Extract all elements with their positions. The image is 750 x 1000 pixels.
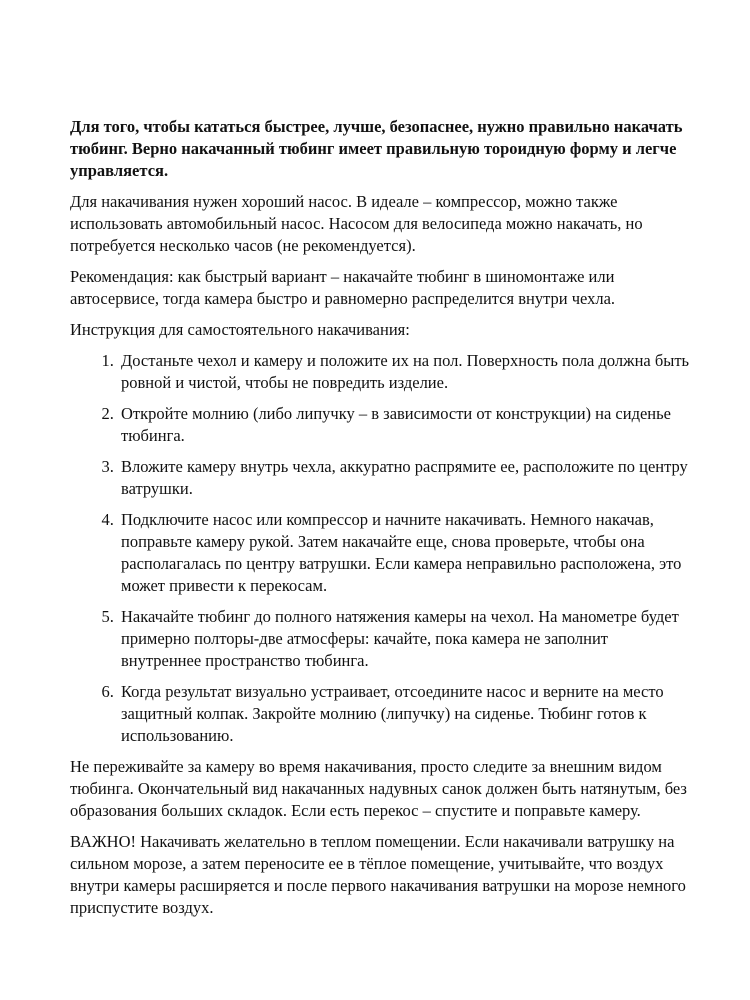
important-warning-paragraph: ВАЖНО! Накачивать желательно в теплом помещении. Если накачивали ватрушку на сильном морозе, а затем переносите ее в тёплое помещение, учитывайте, что воздух внутри камеры расширяется и после первого накачивания ватрушки на морозе немного приспустите воздух. bbox=[70, 832, 686, 917]
pump-advice-paragraph: Для накачивания нужен хороший насос. В идеале – компрессор, можно также использовать автомобильный насос. Насосом для велосипеда можно накачать, но потребуется несколько часов (не рекомендуется). bbox=[70, 192, 643, 255]
list-item-step-5: 5. Накачайте тюбинг до полного натяжения камеры на чехол. На манометре будет примерно полторы-две атмосферы: качайте, пока камера не заполнит внутреннее пространство тюбинга. bbox=[118, 606, 690, 672]
list-item-step-1: 1. Достаньте чехол и камеру и положите их на пол. Поверхность пола должна быть ровной и чистой, чтобы не повредить изделие. bbox=[118, 350, 690, 394]
list-item-step-2: 2. Откройте молнию (либо липучку – в зависимости от конструкции) на сиденье тюбинга. bbox=[118, 403, 690, 447]
camera-note-paragraph: Не переживайте за камеру во время накачивания, просто следите за внешним видом тюбинга. Окончательный вид накачанных надувных санок должен быть натянутым, без образования больших складок. Если есть перекос – спустите и поправьте камеру. bbox=[70, 757, 687, 820]
instruction-heading: Инструкция для самостоятельного накачивания: bbox=[70, 320, 410, 339]
instruction-steps-list bbox=[70, 350, 690, 747]
recommendation-paragraph: Рекомендация: как быстрый вариант – накачайте тюбинг в шиномонтаже или автосервисе, тогда камера быстро и равномерно распределится внутри чехла. bbox=[70, 267, 616, 308]
list-item-step-6: 6. Когда результат визуально устраивает, отсоедините насос и верните на место защитный колпак. Закройте молнию (липучку) на сиденье. Тюбинг готов к использованию. bbox=[118, 681, 690, 747]
list-item-step-3: 3. Вложите камеру внутрь чехла, аккуратно распрямите ее, расположите по центру ватрушки. bbox=[118, 456, 690, 500]
list-item-step-4: 4. Подключите насос или компрессор и начните накачивать. Немного накачав, поправьте камеру рукой. Затем накачайте еще, снова проверьте, чтобы она располагалась по центру ватрушки. Если камера неправильно расположена, это может привести к перекосам. bbox=[118, 509, 690, 597]
intro-paragraph: Для того, чтобы кататься быстрее, лучше, безопаснее, нужно правильно накачать тюбинг. Верно накачанный тюбинг имеет правильную тороидную форму и легче управляется. bbox=[70, 117, 683, 180]
